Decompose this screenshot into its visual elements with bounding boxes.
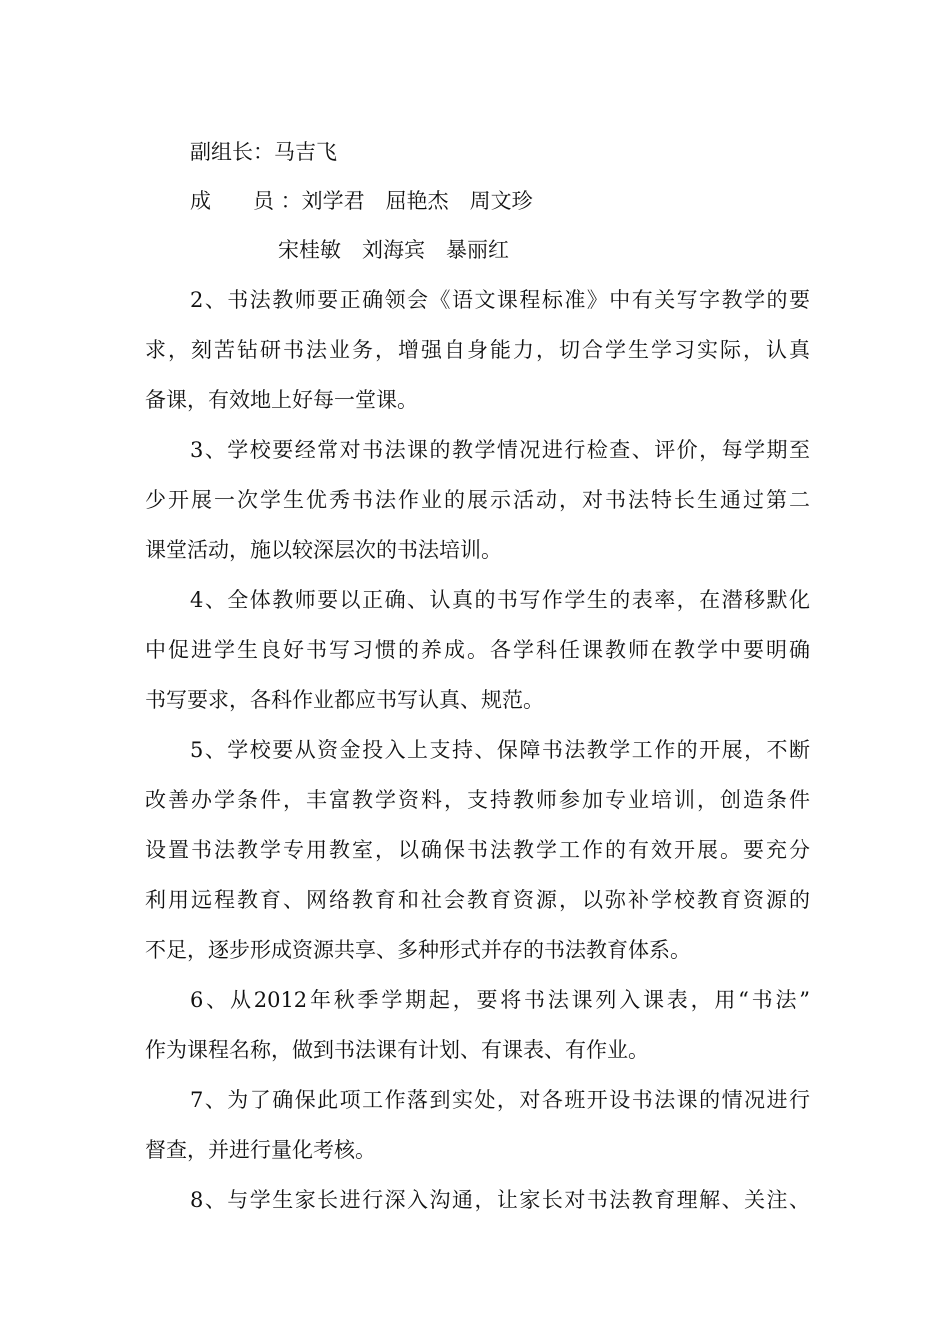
paragraph-5-line-4: 利用远程教育、网络教育和社会教育资源，以弥补学校教育资源的 <box>145 888 810 912</box>
paragraph-6-line-1: 6、从2012年秋季学期起，要将书法课列入课表，用“书法” <box>190 988 810 1012</box>
paragraph-7-line-2: 督查，并进行量化考核。 <box>145 1138 376 1162</box>
paragraph-3-line-3: 课堂活动，施以较深层次的书法培训。 <box>145 538 502 562</box>
paragraph-2-line-2: 求，刻苦钻研书法业务，增强自身能力，切合学生学习实际，认真 <box>145 338 810 362</box>
members-line: 成 员 ：刘学君 屈艳杰 周文珍 <box>190 189 533 213</box>
paragraph-5-line-2: 改善办学条件，丰富教学资料，支持教师参加专业培训，创造条件 <box>145 788 810 812</box>
paragraph-5-line-5: 不足，逐步形成资源共享、多种形式并存的书法教育体系。 <box>145 938 691 962</box>
paragraph-4-line-3: 书写要求，各科作业都应书写认真、规范。 <box>145 688 544 712</box>
paragraph-5-line-3: 设置书法教学专用教室，以确保书法教学工作的有效开展。要充分 <box>145 838 810 862</box>
paragraph-3-line-2: 少开展一次学生优秀书法作业的展示活动，对书法特长生通过第二 <box>145 488 810 512</box>
paragraph-8-line-1: 8、与学生家长进行深入沟通，让家长对书法教育理解、关注、 <box>190 1188 810 1212</box>
paragraph-4-line-2: 中促进学生良好书写习惯的养成。各学科任课教师在教学中要明确 <box>145 638 810 662</box>
paragraph-6-line-2: 作为课程名称，做到书法课有计划、有课表、有作业。 <box>145 1038 649 1062</box>
paragraph-2-line-3: 备课，有效地上好每一堂课。 <box>145 388 418 412</box>
vice-leader-line: 副组长：马吉飞 <box>190 140 337 164</box>
paragraph-5-line-1: 5、学校要从资金投入上支持、保障书法教学工作的开展，不断 <box>190 738 810 762</box>
paragraph-7-line-1: 7、为了确保此项工作落到实处，对各班开设书法课的情况进行 <box>190 1088 810 1112</box>
paragraph-4-line-1: 4、全体教师要以正确、认真的书写作学生的表率，在潜移默化 <box>190 588 810 612</box>
paragraph-3-line-1: 3、学校要经常对书法课的教学情况进行检查、评价，每学期至 <box>190 438 810 462</box>
paragraph-2-line-1: 2、书法教师要正确领会《语文课程标准》中有关写字教学的要 <box>190 288 810 312</box>
members-continued-line: 宋桂敏 刘海宾 暴丽红 <box>278 238 509 262</box>
